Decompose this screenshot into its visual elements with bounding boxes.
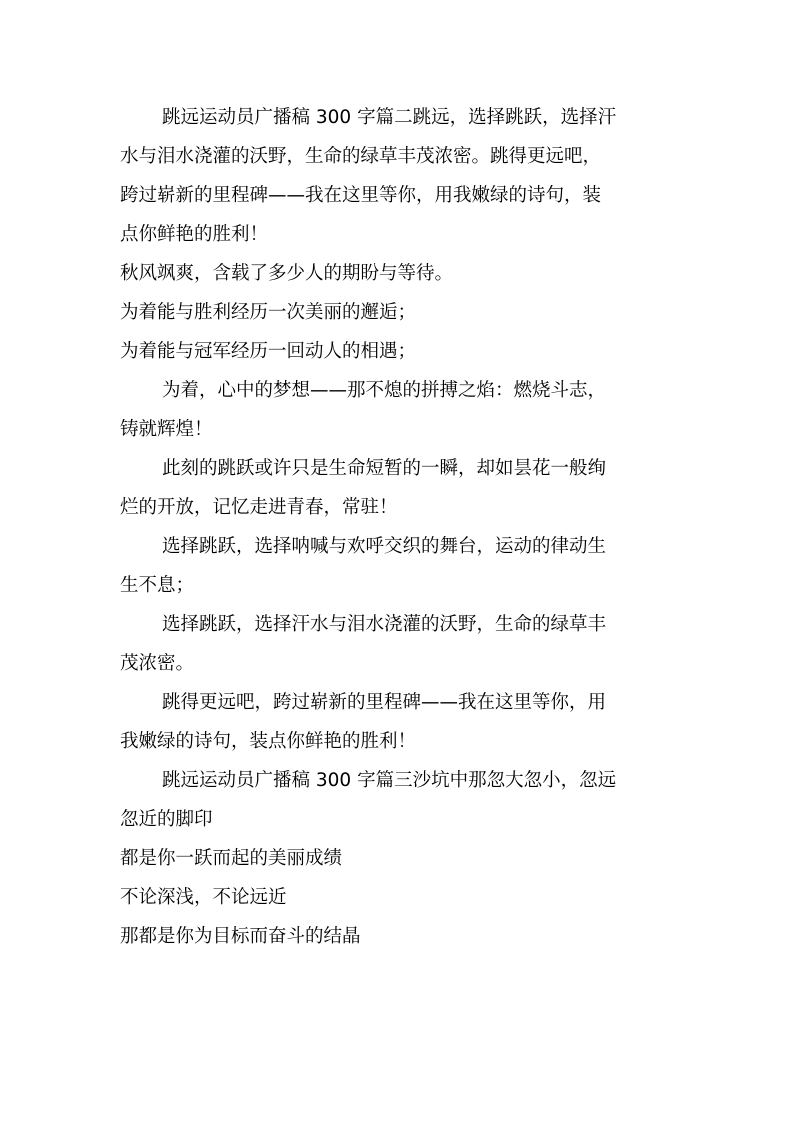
- text-line: 我嫩绿的诗句，装点你鲜艳的胜利！: [120, 731, 417, 752]
- text-line: 跨过崭新的里程碑——我在这里等你，用我嫩绿的诗句，装: [120, 185, 602, 206]
- document-body: [120, 98, 680, 956]
- text-line: 不论深浅，不论远近: [120, 887, 287, 908]
- text-line: 跳远运动员广播稿 300 字篇二跳远，选择跳跃，选择汗: [162, 107, 617, 128]
- text-line: 茂浓密。: [120, 653, 195, 674]
- text-line: 水与泪水浇灌的沃野，生命的绿草丰茂浓密。跳得更远吧，: [120, 146, 602, 167]
- text-line: 那都是你为目标而奋斗的结晶: [120, 926, 361, 947]
- text-line: 跳远运动员广播稿 300 字篇三沙坑中那忽大忽小，忽远: [162, 770, 617, 791]
- text-line: 为着能与冠军经历一回动人的相遇；: [120, 341, 417, 362]
- text-line: 点你鲜艳的胜利！: [120, 224, 269, 245]
- text-line: 都是你一跃而起的美丽成绩: [120, 848, 343, 869]
- text-line: 此刻的跳跃或许只是生命短暂的一瞬，却如昙花一般绚: [162, 458, 607, 479]
- text-line: 选择跳跃，选择汗水与泪水浇灌的沃野，生命的绿草丰: [162, 614, 607, 635]
- text-line: 为着，心中的梦想——那不熄的拼搏之焰：燃烧斗志，: [162, 380, 607, 401]
- text-line: 生不息；: [120, 575, 195, 596]
- text-line: 跳得更远吧，跨过崭新的里程碑——我在这里等你，用: [162, 692, 607, 713]
- text-line: 铸就辉煌！: [120, 419, 213, 440]
- text-line: 秋风飒爽，含载了多少人的期盼与等待。: [120, 263, 454, 284]
- text-line: 选择跳跃，选择呐喊与欢呼交织的舞台，运动的律动生: [162, 536, 607, 557]
- text-line: 为着能与胜利经历一次美丽的邂逅；: [120, 302, 417, 323]
- text-line: 烂的开放，记忆走进青春，常驻！: [120, 497, 398, 518]
- text-line: 忽近的脚印: [120, 809, 213, 830]
